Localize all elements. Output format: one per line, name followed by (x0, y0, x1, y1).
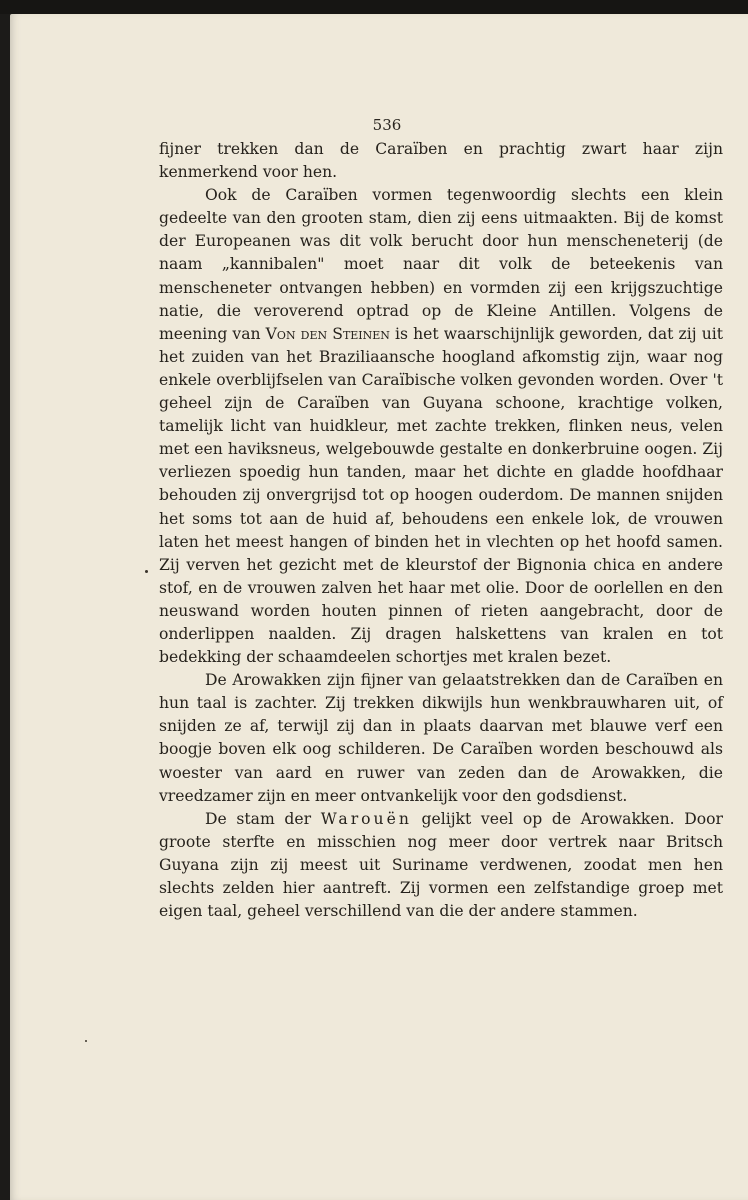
tribe-name-warouen: Warouën (320, 809, 412, 828)
print-speck (145, 570, 148, 573)
paragraph-4 (159, 808, 723, 923)
paragraph-1: fijner trekken dan de Caraïben en prachtig zwart haar zijn kenmerkend voor hen. (159, 140, 723, 182)
paragraph-3: De Arowakken zijn fijner van gelaatstrekken dan de Caraïben en hun taal is zachter. Zij trekken dikwijls hun wenkbrauwharen uit, of snijden ze af, terwijl zij dan in plaats daarvan met blauwe verf een boogje boven elk oog schilderen. De Caraïben worden beschouwd als woester van aard en ruwer van zeden dan de Arowakken, die vreedzamer zijn en meer ontvankelijk voor den godsdienst. (159, 671, 723, 805)
paragraph-2 (159, 184, 723, 669)
scan-top-border (0, 0, 748, 14)
print-speck (85, 1040, 87, 1042)
paragraph-2-start: Ook de Caraïben vormen tegenwoordig slechts een klein gedeelte van den grooten stam, dien zij eens uitmaakten. Bij de komst der Europeanen was dit volk berucht door hun menscheneterij (de naam „kannibalen" moet naar dit volk de beteekenis van menscheneter ontvangen hebben) en vormden zij een krijgszuchtige natie, die veroverend optrad op de Kleine Antillen. Volgens de meening van (159, 186, 723, 343)
paragraph-4-rest: gelijkt veel op de Arowakken. Door groote sterfte en misschien nog meer door vertrek naar Britsch Guyana zijn zij meest uit Suriname verdwenen, zoodat men hen slechts zelden hier aantreft. Zij vormen een zelfstandige groep met eigen taal, geheel verschillend van die der andere stammen. (159, 809, 724, 921)
page-number: 536 (372, 116, 402, 134)
body-text (159, 138, 723, 923)
paragraph-4-start: De stam der (205, 809, 321, 828)
book-page (10, 14, 748, 1200)
author-name-von-den-steinen: Von den Steinen (265, 324, 390, 343)
paragraph-2-rest: is het waarschijnlijk geworden, dat zij uit het zuiden van het Braziliaansche hoogland afkomstig zijn, waar nog enkele overblijfselen van Caraïbische volken gevonden worden. Over 't geheel zijn de Caraïben van Guyana schoone, krachtige volken, tamelijk licht van huidkleur, met zachte trekken, flinken neus, velen met een haviksneus, welgebouwde gestalte en donkerbruine oogen. Zij verliezen spoedig hun tanden, maar het dichte en gladde hoofdhaar behouden zij onvergrijsd tot op hoogen ouderdom. De mannen snijden het soms tot aan de huid af, behoudens een enkele lok, de vrouwen laten het meest hangen of binden het in vlechten op het hoofd samen. Zij verven het gezicht met de kleurstof der Bignonia chica en andere stof, en de vrouwen zalven het haar met olie. Door de oorlellen en den neuswand worden houten pinnen of rieten aangebracht, door de onderlippen naalden. Zij dragen halskettens van kralen en tot bedekking der schaamdeelen schortjes met kralen bezet. (159, 324, 723, 667)
